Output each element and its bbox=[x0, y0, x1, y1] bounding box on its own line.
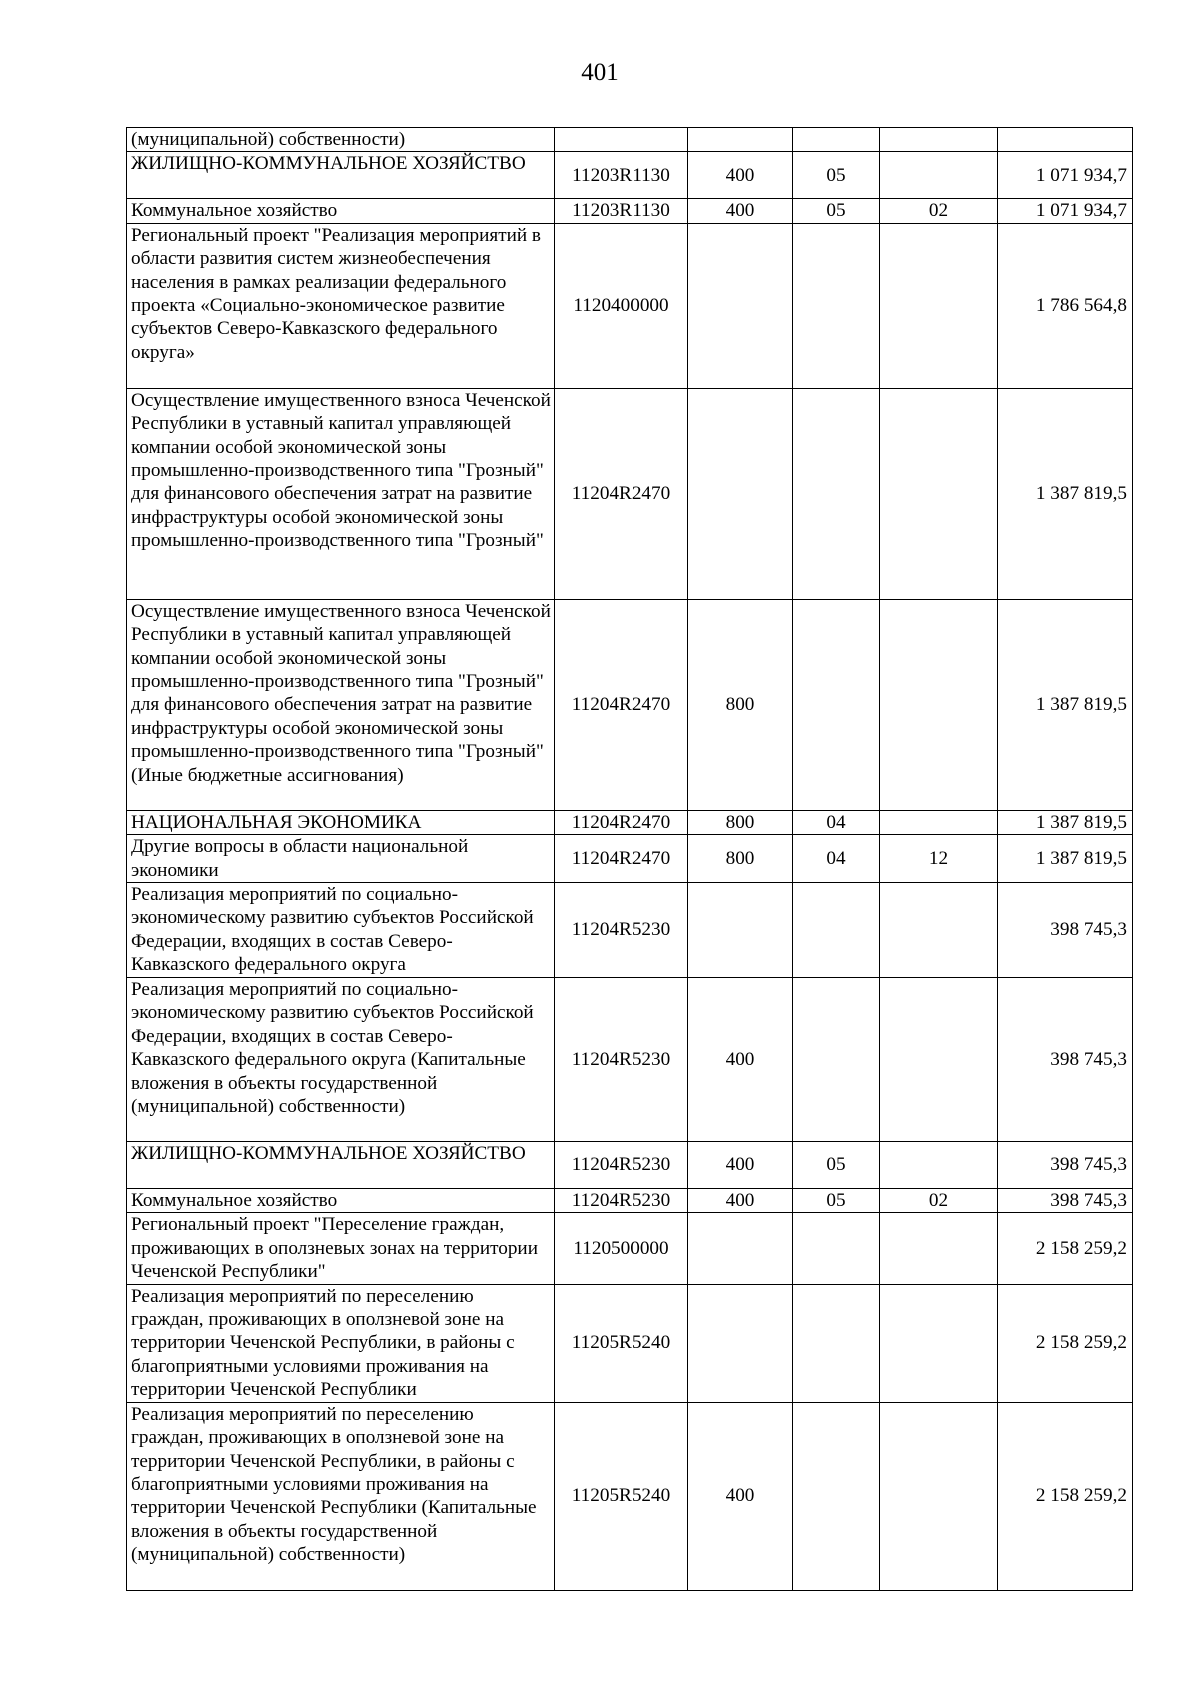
row-expense-type bbox=[688, 388, 793, 599]
row-name: Реализация мероприятий по переселению граждан, проживающих в оползневой зоне на территории Чеченской Республики, в районы с благоприятными условиями проживания на территории Чеченской Республики (Капитальные вложения в объекты государственной (муниципальной) собственности) bbox=[127, 1402, 555, 1590]
row-subsection: 02 bbox=[880, 199, 998, 223]
row-amount: 1 071 934,7 bbox=[998, 199, 1133, 223]
row-amount: 1 387 819,5 bbox=[998, 599, 1133, 810]
row-subsection bbox=[880, 388, 998, 599]
row-subsection bbox=[880, 978, 998, 1142]
row-amount: 398 745,3 bbox=[998, 883, 1133, 978]
row-amount: 1 071 934,7 bbox=[998, 152, 1133, 199]
row-expense-type: 400 bbox=[688, 1189, 793, 1213]
row-target-code bbox=[555, 128, 688, 152]
row-expense-type bbox=[688, 128, 793, 152]
row-expense-type: 400 bbox=[688, 1402, 793, 1590]
row-expense-type: 400 bbox=[688, 1142, 793, 1189]
row-subsection: 12 bbox=[880, 835, 998, 883]
row-amount: 2 158 259,2 bbox=[998, 1402, 1133, 1590]
table-row bbox=[127, 1213, 1133, 1284]
row-name: Осуществление имущественного взноса Чеченской Республики в уставный капитал управляющей компании особой экономической зоны промышленно-производственного типа "Грозный" для финансового обеспечения затрат на развитие инфраструктуры особой экономической зоны промышленно-производственного типа "Грозный" bbox=[127, 388, 555, 599]
row-section bbox=[793, 223, 880, 388]
row-subsection bbox=[880, 1213, 998, 1284]
row-amount: 398 745,3 bbox=[998, 1142, 1133, 1189]
row-section bbox=[793, 1284, 880, 1402]
row-subsection bbox=[880, 1284, 998, 1402]
row-expense-type: 400 bbox=[688, 152, 793, 199]
row-name: Коммунальное хозяйство bbox=[127, 199, 555, 223]
row-amount: 1 786 564,8 bbox=[998, 223, 1133, 388]
row-amount: 1 387 819,5 bbox=[998, 810, 1133, 834]
row-target-code: 11204R2470 bbox=[555, 599, 688, 810]
row-target-code: 11204R2470 bbox=[555, 810, 688, 834]
row-amount: 1 387 819,5 bbox=[998, 388, 1133, 599]
table-row bbox=[127, 810, 1133, 834]
table-row bbox=[127, 128, 1133, 152]
row-expense-type: 800 bbox=[688, 599, 793, 810]
row-name: Реализация мероприятий по социально-экономическому развитию субъектов Российской Федерации, входящих в состав Северо-Кавказского федерального округа (Капитальные вложения в объекты государственной (муниципальной) собственности) bbox=[127, 978, 555, 1142]
row-subsection bbox=[880, 1402, 998, 1590]
table-row bbox=[127, 199, 1133, 223]
table-row bbox=[127, 1402, 1133, 1590]
table-row bbox=[127, 883, 1133, 978]
table-row bbox=[127, 978, 1133, 1142]
row-section: 05 bbox=[793, 199, 880, 223]
table-row bbox=[127, 388, 1133, 599]
row-name: ЖИЛИЩНО-КОММУНАЛЬНОЕ ХОЗЯЙСТВО bbox=[127, 152, 555, 199]
row-subsection: 02 bbox=[880, 1189, 998, 1213]
table-row bbox=[127, 1284, 1133, 1402]
row-subsection bbox=[880, 1142, 998, 1189]
row-target-code: 11203R1130 bbox=[555, 199, 688, 223]
row-section: 05 bbox=[793, 1189, 880, 1213]
row-expense-type bbox=[688, 1284, 793, 1402]
row-expense-type bbox=[688, 1213, 793, 1284]
row-subsection bbox=[880, 883, 998, 978]
row-name: (муниципальной) собственности) bbox=[127, 128, 555, 152]
row-expense-type: 800 bbox=[688, 835, 793, 883]
row-amount: 2 158 259,2 bbox=[998, 1284, 1133, 1402]
row-section bbox=[793, 388, 880, 599]
table-row bbox=[127, 152, 1133, 199]
row-expense-type: 800 bbox=[688, 810, 793, 834]
row-name: Реализация мероприятий по переселению граждан, проживающих в оползневой зоне на территории Чеченской Республики, в районы с благоприятными условиями проживания на территории Чеченской Республики bbox=[127, 1284, 555, 1402]
row-section bbox=[793, 978, 880, 1142]
row-target-code: 11205R5240 bbox=[555, 1402, 688, 1590]
row-subsection bbox=[880, 152, 998, 199]
row-section: 05 bbox=[793, 1142, 880, 1189]
row-subsection bbox=[880, 128, 998, 152]
row-target-code: 11204R5230 bbox=[555, 883, 688, 978]
row-amount: 398 745,3 bbox=[998, 978, 1133, 1142]
budget-table bbox=[126, 127, 1133, 1591]
row-section: 05 bbox=[793, 152, 880, 199]
row-section bbox=[793, 883, 880, 978]
row-name: ЖИЛИЩНО-КОММУНАЛЬНОЕ ХОЗЯЙСТВО bbox=[127, 1142, 555, 1189]
row-name: НАЦИОНАЛЬНАЯ ЭКОНОМИКА bbox=[127, 810, 555, 834]
row-target-code: 11203R1130 bbox=[555, 152, 688, 199]
row-subsection bbox=[880, 810, 998, 834]
row-section bbox=[793, 599, 880, 810]
table-row bbox=[127, 1189, 1133, 1213]
row-amount: 2 158 259,2 bbox=[998, 1213, 1133, 1284]
row-target-code: 11204R2470 bbox=[555, 388, 688, 599]
row-amount bbox=[998, 128, 1133, 152]
row-amount: 398 745,3 bbox=[998, 1189, 1133, 1213]
row-target-code: 1120400000 bbox=[555, 223, 688, 388]
row-name: Коммунальное хозяйство bbox=[127, 1189, 555, 1213]
row-name: Осуществление имущественного взноса Чеченской Республики в уставный капитал управляющей компании особой экономической зоны промышленно-производственного типа "Грозный" для финансового обеспечения затрат на развитие инфраструктуры особой экономической зоны промышленно-производственного типа "Грозный" (Иные бюджетные ассигнования) bbox=[127, 599, 555, 810]
row-section bbox=[793, 1402, 880, 1590]
row-expense-type: 400 bbox=[688, 199, 793, 223]
row-target-code: 11205R5240 bbox=[555, 1284, 688, 1402]
row-target-code: 1120500000 bbox=[555, 1213, 688, 1284]
row-section: 04 bbox=[793, 810, 880, 834]
row-section bbox=[793, 1213, 880, 1284]
row-expense-type: 400 bbox=[688, 978, 793, 1142]
row-expense-type bbox=[688, 883, 793, 978]
row-name: Другие вопросы в области национальной экономики bbox=[127, 835, 555, 883]
row-name: Региональный проект "Реализация мероприятий в области развития систем жизнеобеспечения населения в рамках реализации федерального проекта «Социально-экономическое развитие субъектов Северо-Кавказского федерального округа» bbox=[127, 223, 555, 388]
table-row bbox=[127, 223, 1133, 388]
row-name: Региональный проект "Переселение граждан, проживающих в оползневых зонах на территории Чеченской Республики" bbox=[127, 1213, 555, 1284]
table-row bbox=[127, 1142, 1133, 1189]
row-target-code: 11204R5230 bbox=[555, 978, 688, 1142]
page-number: 401 bbox=[581, 59, 619, 86]
row-amount: 1 387 819,5 bbox=[998, 835, 1133, 883]
table-row bbox=[127, 835, 1133, 883]
row-target-code: 11204R5230 bbox=[555, 1189, 688, 1213]
row-section: 04 bbox=[793, 835, 880, 883]
table-row bbox=[127, 599, 1133, 810]
row-name: Реализация мероприятий по социально-экономическому развитию субъектов Российской Федерации, входящих в состав Северо-Кавказского федерального округа bbox=[127, 883, 555, 978]
row-subsection bbox=[880, 223, 998, 388]
row-target-code: 11204R5230 bbox=[555, 1142, 688, 1189]
row-target-code: 11204R2470 bbox=[555, 835, 688, 883]
row-expense-type bbox=[688, 223, 793, 388]
row-section bbox=[793, 128, 880, 152]
row-subsection bbox=[880, 599, 998, 810]
